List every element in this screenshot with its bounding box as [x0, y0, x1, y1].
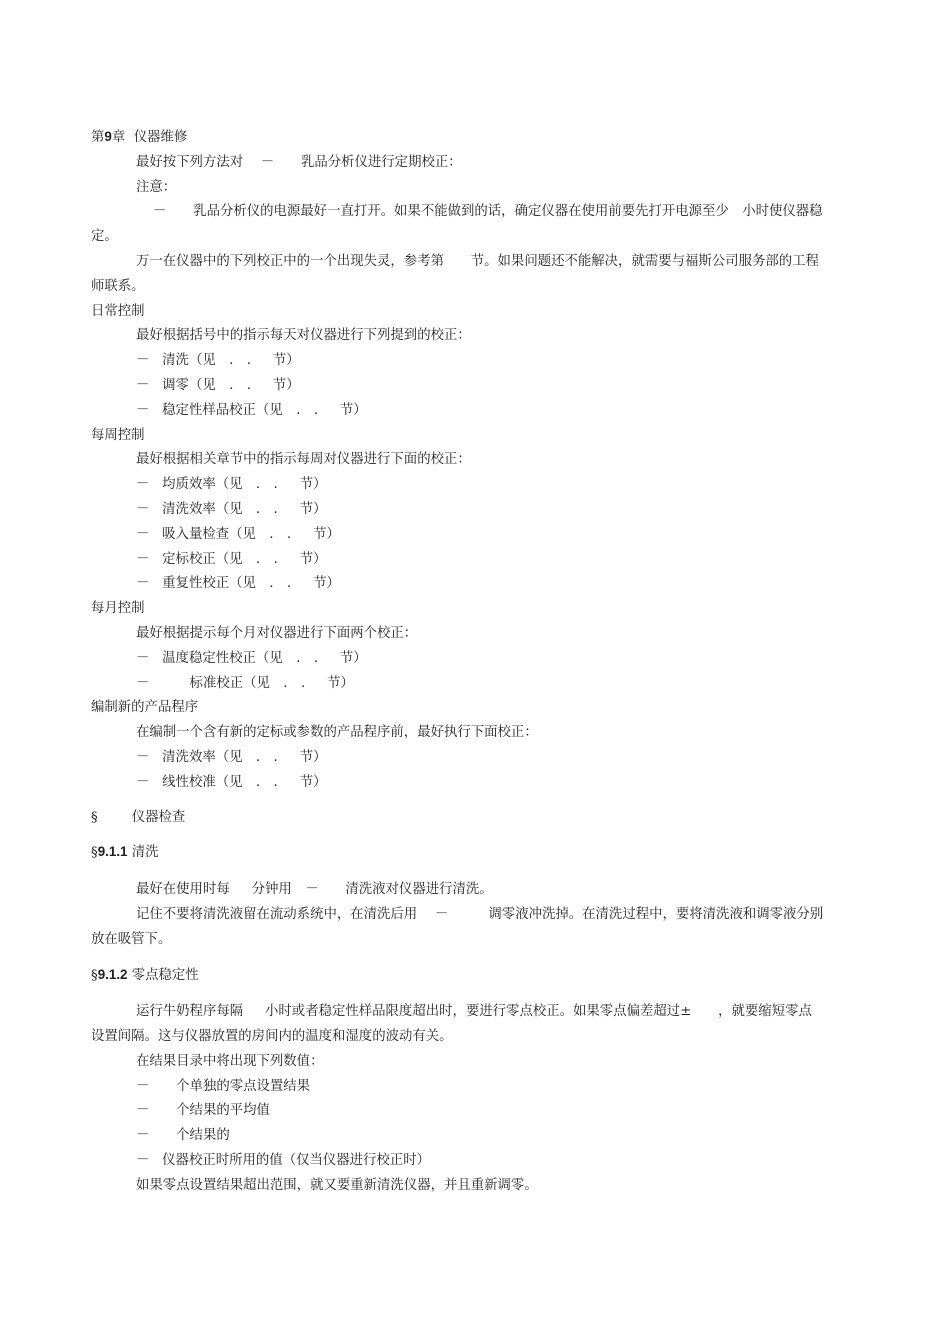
intro-line: 最好按下列方法对 － 乳品分析仪进行定期校正： — [136, 154, 462, 170]
chapter-title: 章 仪器维修 — [111, 130, 188, 145]
failure-note-line-1: 万一在仪器中的下列校正中的一个出现失灵，参考第 节。如果问题还不能解决，就需要与福斯公司服务部的工程 — [136, 253, 819, 269]
section-heading-9-1-1 — [91, 840, 861, 866]
list-item: － 个结果的 — [136, 1128, 230, 1144]
new-program-lead: 在编制一个含有新的定标或参数的产品程序前，最好执行下面校正： — [136, 725, 538, 741]
section-symbol: § — [91, 967, 98, 983]
section-title: 零点稳定性 — [131, 967, 199, 983]
weekly-heading: 每周控制 — [91, 427, 145, 443]
list-item: － 调零（见 . . 节） — [136, 377, 300, 393]
list-item: － 仪器校正时所用的值（仅当仪器进行校正时） — [136, 1153, 430, 1169]
daily-lead: 最好根据括号中的指示每天对仪器进行下列提到的校正： — [136, 328, 471, 344]
section-title: 清洗 — [131, 845, 159, 861]
list-item: － 标准校正（见 . . 节） — [136, 675, 354, 691]
section-symbol: § — [91, 845, 98, 861]
daily-heading: 日常控制 — [91, 303, 145, 319]
section-heading-instrument-check — [91, 806, 861, 831]
results-lead: 在结果目录中将出现下列数值： — [136, 1053, 324, 1069]
cleaning-paragraph-2-line-1: 记住不要将清洗液留在流动系统中，在清洗后用 － 调零液冲洗掉。在清洗过程中，要将清洗液和调零液分别 — [136, 906, 824, 922]
list-item: － 个结果的平均值 — [136, 1103, 270, 1119]
zero-stability-paragraph-line-2: 设置间隔。这与仪器放置的房间内的温度和湿度的波动有关。 — [91, 1029, 453, 1045]
chapter-prefix: 第 — [91, 130, 105, 145]
section-number: 9.1.2 — [97, 966, 128, 982]
section-title: 仪器检查 — [131, 809, 186, 825]
list-item: － 稳定性样品校正（见 . . 节） — [136, 402, 367, 418]
monthly-heading: 每月控制 — [91, 601, 145, 617]
section-number: 9.1.1 — [97, 844, 128, 860]
chapter-number: 9 — [104, 129, 112, 144]
list-item: － 线性校准（见 . . 节） — [136, 774, 327, 790]
list-item: － 均质效率（见 . . 节） — [136, 477, 327, 493]
cleaning-paragraph-1: 最好在使用时每 分钟用 － 清洗液对仪器进行清洗。 — [136, 882, 493, 898]
new-program-heading: 编制新的产品程序 — [91, 700, 199, 716]
closing-paragraph: 如果零点设置结果超出范围，就又要重新清洗仪器，并且重新调零。 — [136, 1177, 538, 1193]
weekly-lead: 最好根据相关章节中的指示每周对仪器进行下面的校正： — [136, 452, 471, 468]
note-label: 注意： — [136, 179, 177, 195]
note-body-line-2: 定。 — [91, 229, 118, 245]
failure-note-line-2: 师联系。 — [91, 278, 145, 294]
note-body-line-1: － 乳品分析仪的电源最好一直打开。如果不能做到的话，确定仪器在使用前要先打开电源至少 小时使仪器稳 — [136, 204, 823, 220]
section-heading-9-1-2 — [91, 963, 861, 989]
list-item: － 清洗效率（见 . . 节） — [136, 749, 327, 765]
chapter-heading — [91, 125, 861, 151]
document-page — [91, 125, 861, 1199]
list-item: － 清洗（见 . . 节） — [136, 353, 300, 369]
section-symbol: § — [91, 809, 98, 825]
list-item: － 吸入量检查（见 . . 节） — [136, 526, 340, 542]
list-item: － 定标校正（见 . . 节） — [136, 551, 327, 567]
zero-stability-paragraph-line-1: 运行牛奶程序每隔 小时或者稳定性样品限度超出时，要进行零点校正。如果零点偏差超过± ，就要缩短零点 — [136, 1004, 812, 1020]
list-item: － 重复性校正（见 . . 节） — [136, 576, 340, 592]
monthly-lead: 最好根据提示每个月对仪器进行下面两个校正： — [136, 625, 418, 641]
list-item: － 清洗效率（见 . . 节） — [136, 501, 327, 517]
list-item: － 温度稳定性校正（见 . . 节） — [136, 650, 367, 666]
list-item: － 个单独的零点设置结果 — [136, 1078, 311, 1094]
cleaning-paragraph-2-line-2: 放在吸管下。 — [91, 931, 172, 947]
